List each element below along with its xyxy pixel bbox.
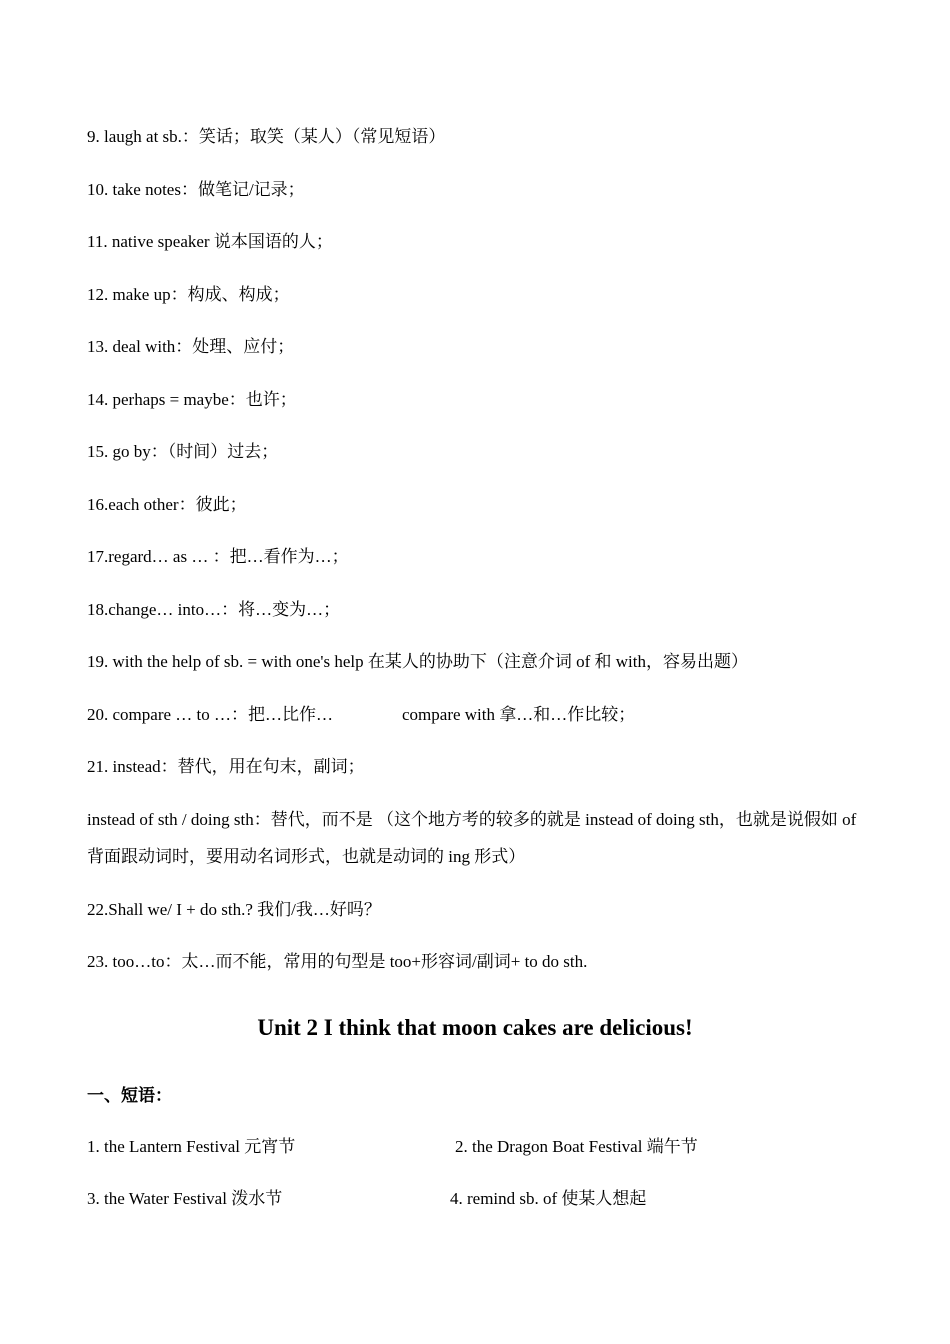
item-deal-with: 13. deal with：处理、应付； bbox=[87, 337, 295, 356]
item-laugh-at: 9. laugh at sb.：笑话；取笑（某人）（常见短语） bbox=[87, 127, 446, 146]
phrase-water-festival: 3. the Water Festival 泼水节 bbox=[87, 1189, 283, 1208]
item-take-notes: 10. take notes：做笔记/记录； bbox=[87, 180, 305, 199]
item-shall-we: 22.Shall we/ I + do sth.? 我们/我…好吗？ bbox=[87, 900, 381, 919]
item-with-the-help: 19. with the help of sb. = with one's help 在某人的协助下（注意介词 of 和 with，容易出题） bbox=[87, 652, 748, 671]
item-native-speaker: 11. native speaker 说本国语的人； bbox=[87, 232, 333, 251]
item-compare-to: 20. compare … to …：把…比作… bbox=[87, 705, 333, 724]
item-instead: 21. instead：替代，用在句末，副词； bbox=[87, 757, 365, 776]
item-make-up: 12. make up：构成、构成； bbox=[87, 285, 290, 304]
phrase-lantern-festival: 1. the Lantern Festival 元宵节 bbox=[87, 1137, 296, 1156]
item-regard-as: 17.regard… as … ：把…看作为…； bbox=[87, 547, 349, 566]
item-go-by: 15. go by：（时间）过去； bbox=[87, 442, 279, 461]
item-each-other: 16.each other：彼此； bbox=[87, 495, 247, 514]
item-change-into: 18.change… into…：将…变为…； bbox=[87, 600, 341, 619]
item-perhaps: 14. perhaps = maybe：也许； bbox=[87, 390, 297, 409]
phrase-remind-sb-of: 4. remind sb. of 使某人想起 bbox=[450, 1189, 647, 1208]
item-compare-with: compare with 拿…和…作比较； bbox=[402, 705, 636, 724]
unit2-title: Unit 2 I think that moon cakes are delicious! bbox=[257, 1015, 693, 1040]
section-heading-phrases: 一、短语： bbox=[87, 1086, 172, 1105]
item-instead-of-note: instead of sth / doing sth：替代，而不是 （这个地方考的较多的就是 instead of doing sth，也就是说假如 of 背面跟动词时，要用动名词形式，也就是动词的 ing 形式） bbox=[87, 810, 857, 866]
phrase-dragon-boat-festival: 2. the Dragon Boat Festival 端午节 bbox=[455, 1137, 698, 1156]
item-too-to: 23. too…to：太…而不能，常用的句型是 too+形容词/副词+ to do sth. bbox=[87, 952, 588, 971]
